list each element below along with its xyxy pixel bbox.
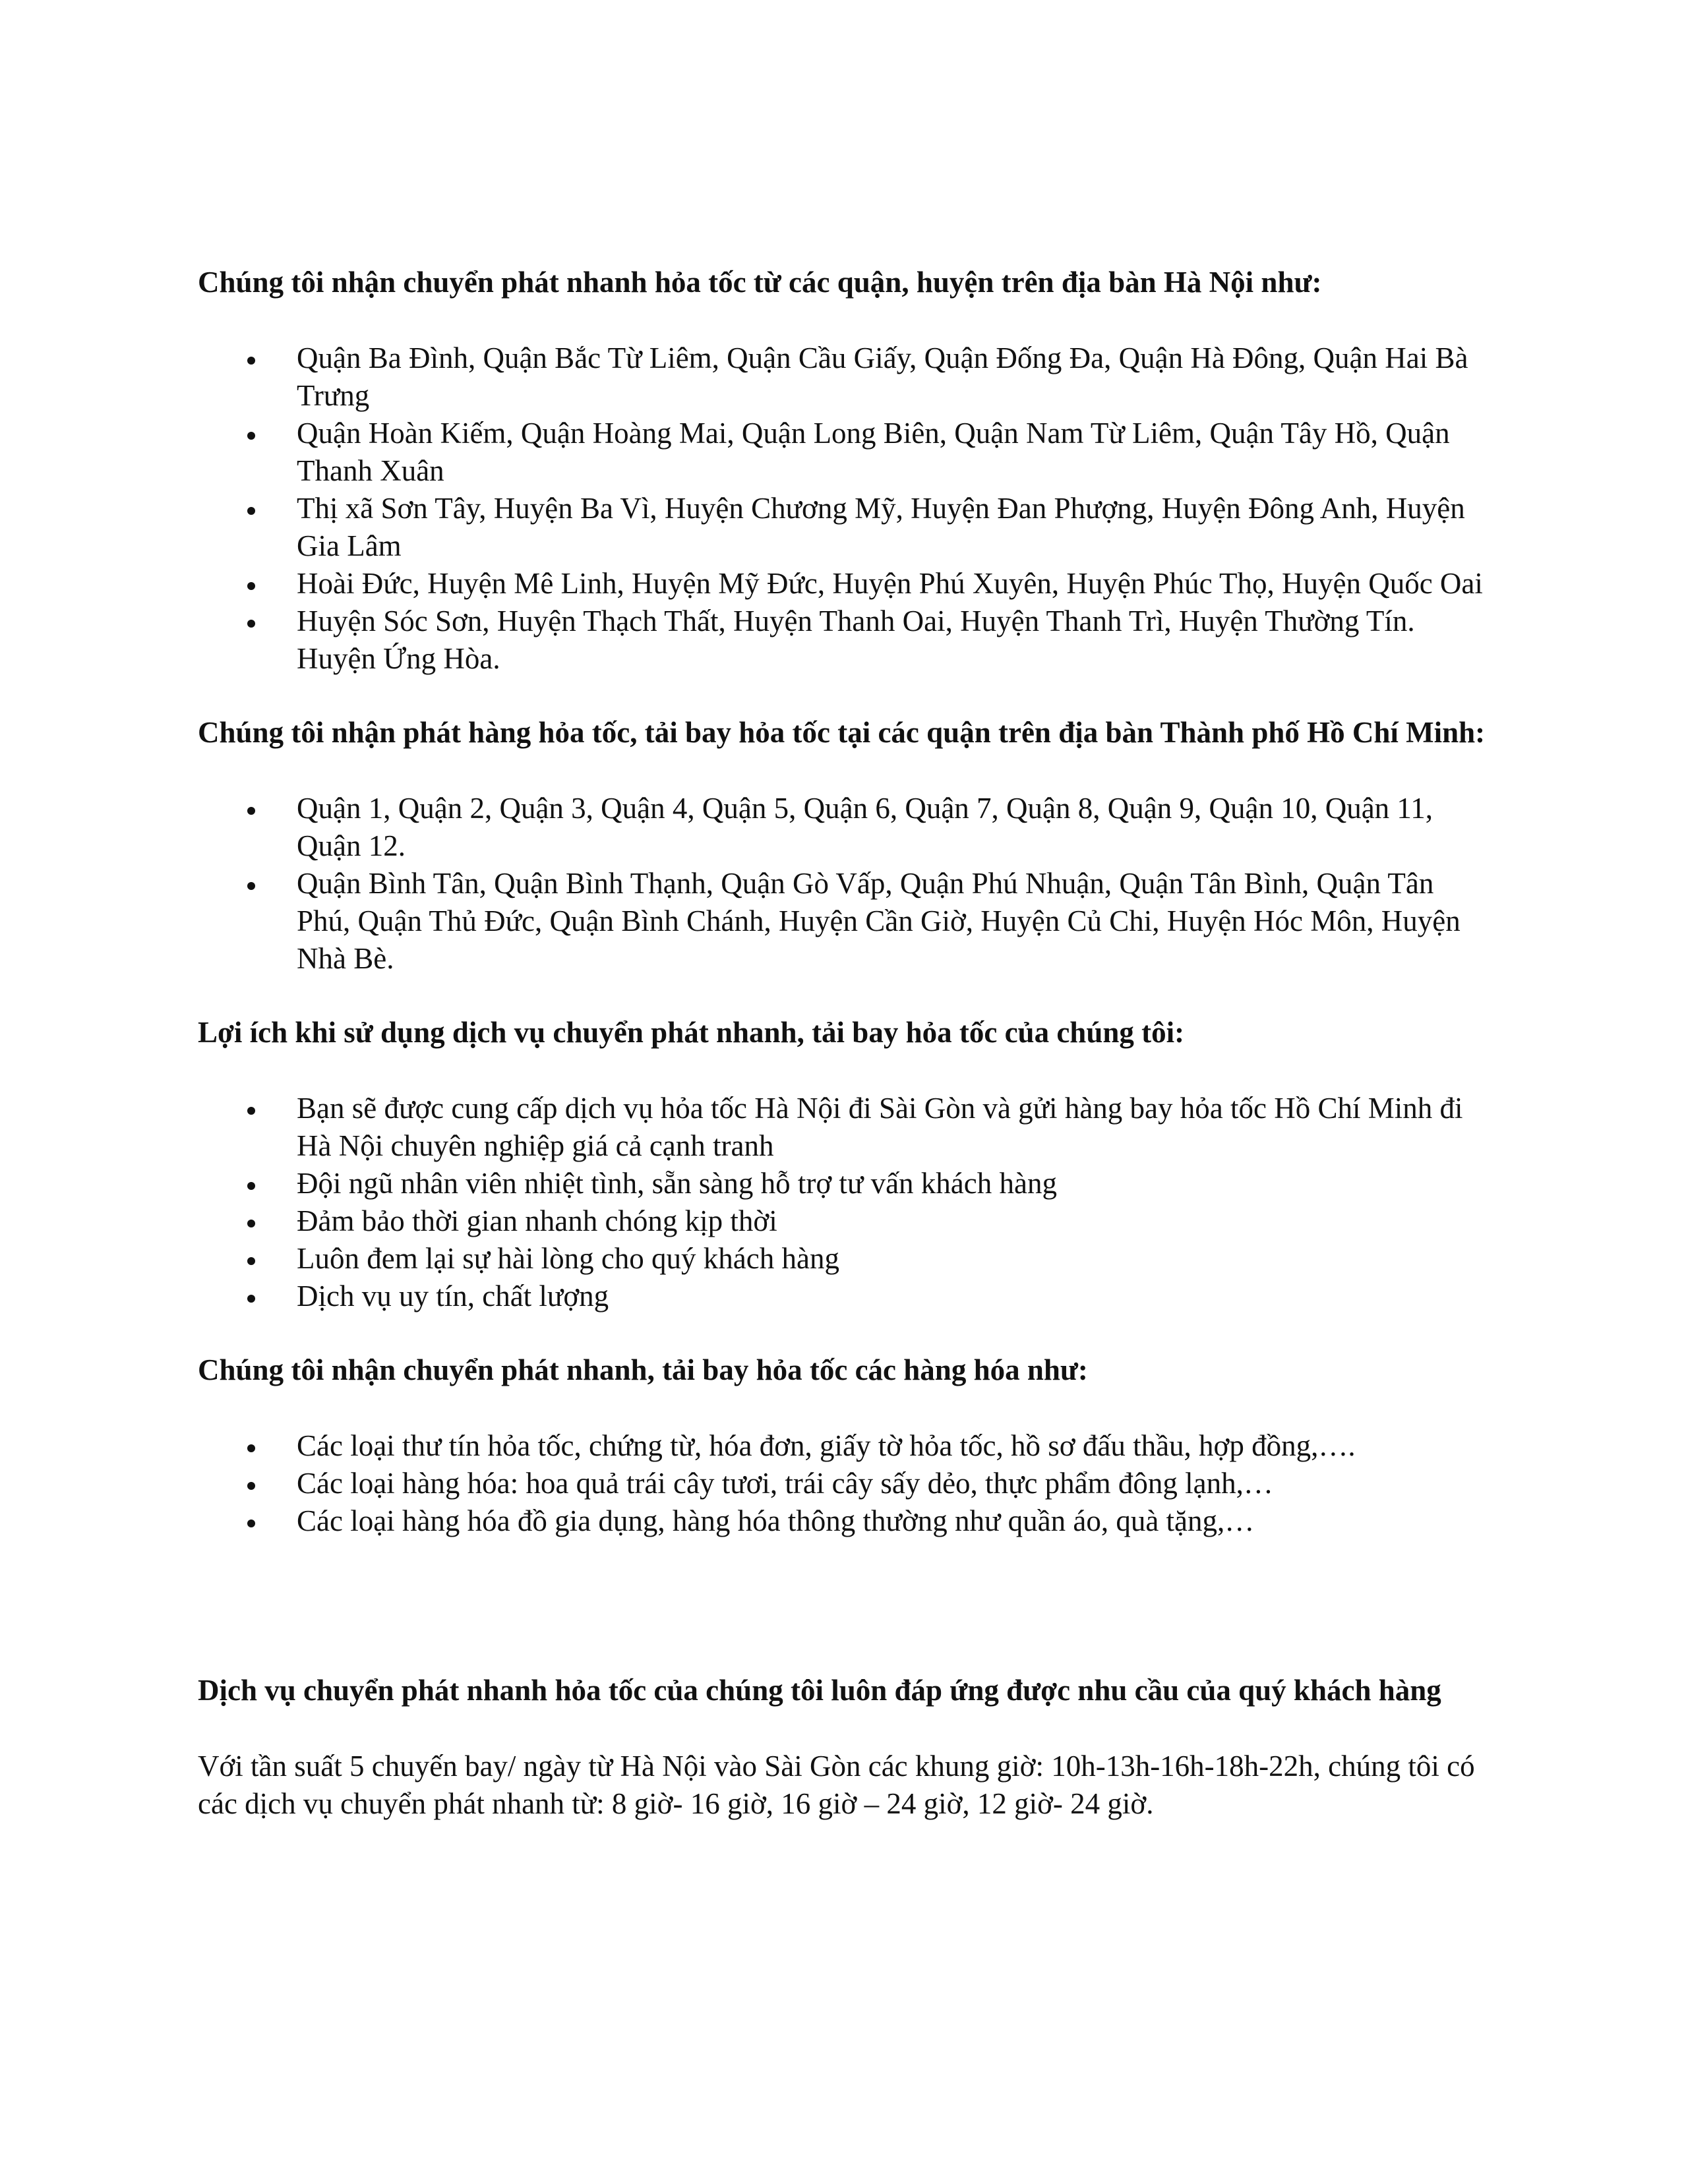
benefits-list [198,1090,1490,1315]
bullet-icon [247,1482,255,1490]
list-item-text: Hoài Đức, Huyện Mê Linh, Huyện Mỹ Đức, Huyện Phú Xuyên, Huyện Phúc Thọ, Huyện Quốc Oai [297,567,1483,600]
closing-heading: Dịch vụ chuyển phát nhanh hỏa tốc của chúng tôi luôn đáp ứng được nhu cầu của quý khách hàng [198,1674,1441,1707]
list-item [198,1202,1490,1240]
bullet-icon [247,1520,255,1527]
list-item-text: Các loại hàng hóa: hoa quả trái cây tươi, trái cây sấy dẻo, thực phẩm đông lạnh,… [297,1467,1273,1500]
section-heading-benefits: Lợi ích khi sử dụng dịch vụ chuyển phát nhanh, tải bay hỏa tốc của chúng tôi: [198,1016,1185,1049]
section-heading-hcmc: Chúng tôi nhận phát hàng hỏa tốc, tải bay hỏa tốc tại các quận trên địa bàn Thành phố Hồ Chí Minh: [198,716,1486,749]
list-item-text: Quận Bình Tân, Quận Bình Thạnh, Quận Gò Vấp, Quận Phú Nhuận, Quận Tân Bình, Quận Tân Phú, Quận Thủ Đức, Quận Bình Chánh, Huyện Cần Giờ, Huyện Củ Chi, Huyện Hóc Môn, Huyện Nhà Bè. [297,867,1461,975]
list-item [198,490,1490,565]
spacer [198,1709,1490,1748]
hanoi-district-list [198,339,1490,678]
list-item [198,415,1490,490]
bullet-icon [247,1107,255,1115]
spacer [198,978,1490,1014]
list-item-text: Quận 1, Quận 2, Quận 3, Quận 4, Quận 5, Quận 6, Quận 7, Quận 8, Quận 9, Quận 10, Quận 11, Quận 12. [297,792,1433,862]
section-heading-hanoi: Chúng tôi nhận chuyển phát nhanh hỏa tốc từ các quận, huyện trên địa bàn Hà Nội như: [198,266,1322,299]
bullet-icon [247,432,255,440]
list-item-text: Đảm bảo thời gian nhanh chóng kịp thời [297,1204,777,1237]
list-item [198,865,1490,978]
list-item [198,1240,1490,1278]
list-item-text: Luôn đem lại sự hài lòng cho quý khách hàng [297,1242,839,1275]
list-item-text: Thị xã Sơn Tây, Huyện Ba Vì, Huyện Chương Mỹ, Huyện Đan Phượng, Huyện Đông Anh, Huyện Gia Lâm [297,492,1465,562]
bullet-icon [247,507,255,515]
spacer [198,1315,1490,1351]
list-item-text: Các loại hàng hóa đồ gia dụng, hàng hóa thông thường như quần áo, quà tặng,… [297,1504,1255,1537]
list-item [198,1427,1490,1465]
list-item-text: Huyện Sóc Sơn, Huyện Thạch Thất, Huyện Thanh Oai, Huyện Thanh Trì, Huyện Thường Tín. Huyện Ứng Hòa. [297,605,1415,675]
section-heading-goods: Chúng tôi nhận chuyển phát nhanh, tải bay hỏa tốc các hàng hóa như: [198,1353,1088,1386]
spacer [198,1389,1490,1427]
list-item [198,1278,1490,1315]
bullet-icon [247,1220,255,1227]
spacer [198,1051,1490,1090]
list-item [198,339,1490,415]
bullet-icon [247,882,255,890]
bullet-icon [247,1295,255,1303]
list-item [198,603,1490,678]
spacer [198,1540,1490,1672]
list-item-text: Bạn sẽ được cung cấp dịch vụ hỏa tốc Hà Nội đi Sài Gòn và gửi hàng bay hỏa tốc Hồ Chí Minh đi Hà Nội chuyên nghiệp giá cả cạnh tranh [297,1092,1463,1162]
list-item [198,1465,1490,1502]
goods-list [198,1427,1490,1540]
spacer [198,752,1490,790]
spacer [198,678,1490,714]
list-item [198,790,1490,865]
list-item-text: Dịch vụ uy tín, chất lượng [297,1280,609,1313]
bullet-icon [247,582,255,590]
list-item [198,1165,1490,1202]
list-item-text: Đội ngũ nhân viên nhiệt tình, sẵn sàng hỗ trợ tư vấn khách hàng [297,1167,1057,1200]
bullet-icon [247,807,255,815]
list-item-text: Quận Ba Đình, Quận Bắc Từ Liêm, Quận Cầu Giấy, Quận Đống Đa, Quận Hà Đông, Quận Hai Bà Trưng [297,341,1468,412]
list-item [198,1502,1490,1540]
bullet-icon [247,620,255,628]
list-item [198,1090,1490,1165]
hcmc-district-list [198,790,1490,978]
list-item [198,565,1490,603]
bullet-icon [247,1257,255,1265]
list-item-text: Quận Hoàn Kiếm, Quận Hoàng Mai, Quận Long Biên, Quận Nam Từ Liêm, Quận Tây Hồ, Quận Thanh Xuân [297,417,1450,487]
bullet-icon [247,357,255,365]
list-item-text: Các loại thư tín hỏa tốc, chứng từ, hóa đơn, giấy tờ hỏa tốc, hồ sơ đấu thầu, hợp đồng,…. [297,1429,1356,1462]
spacer [198,301,1490,339]
document-page [198,264,1490,1823]
bullet-icon [247,1444,255,1452]
bullet-icon [247,1182,255,1190]
closing-paragraph: Với tần suất 5 chuyến bay/ ngày từ Hà Nội vào Sài Gòn các khung giờ: 10h-13h-16h-18h-22h, chúng tôi có các dịch vụ chuyển phát nhanh từ: 8 giờ- 16 giờ, 16 giờ – 24 giờ, 12 giờ- 24 giờ. [198,1750,1475,1820]
